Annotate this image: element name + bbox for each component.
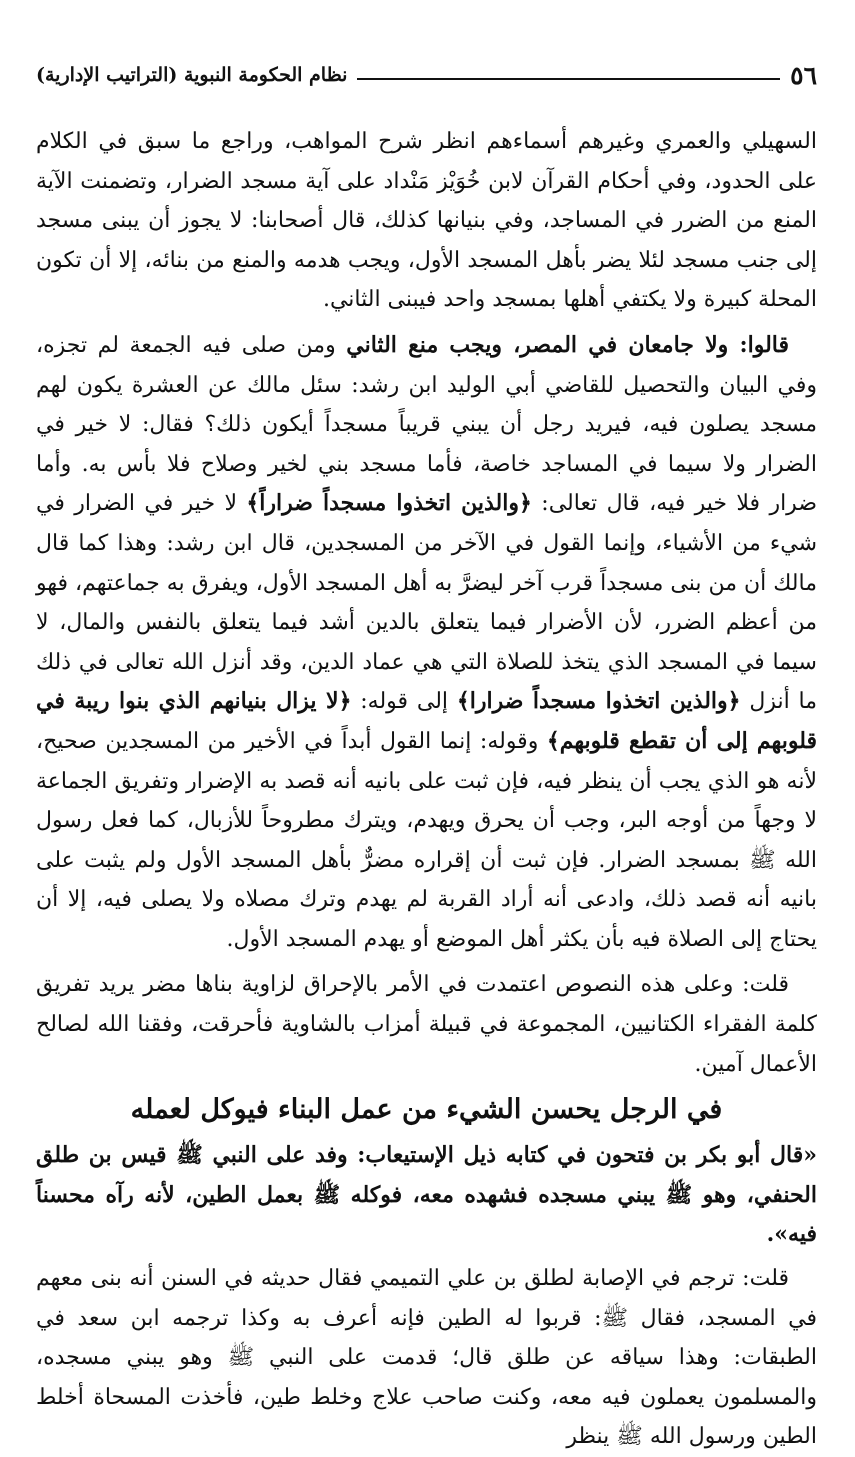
- page-number: ٥٦: [790, 60, 817, 90]
- paragraph-5: قلت: ترجم في الإصابة لطلق بن علي التميمي فقال حديثه في السنن أنه بنى معهم في المسجد، فقال ﷺ: قربوا له الطين فإنه أعرف به وكذا ترجمه ابن سعد في الطبقات: وهذا سياقه عن طلق قال؛ قدمت على النبي ﷺ وهو يبني مسجده، والمسلمون يعملون فيه معه، وكنت صاحب علاج وخلط طين، فأخذت المسحاة أخلط الطين ورسول الله ﷺ ينظر: [36, 1266, 817, 1450]
- paragraph-2-lead: قالوا: ولا جامعان في المصر، ويجب منع الثاني: [346, 331, 789, 358]
- paragraph-2: [36, 326, 817, 960]
- section-heading: في الرجل يحسن الشيء من عمل البناء فيوكل لعمله: [130, 1094, 723, 1126]
- header-rule: [357, 78, 780, 80]
- running-title: نظام الحكومة النبوية (التراتيب الإدارية): [36, 64, 348, 86]
- paragraph-4: [36, 1136, 817, 1255]
- paragraph-3: قلت: وعلى هذه النصوص اعتمدت في الأمر بالإحراق لزاوية بناها مضر يريد تفريق كلمة الفقراء الكتانيين، المجموعة في قبيلة أمزاب بالشاوية فأحرقت، وفقنا الله لصالح الأعمال آمين.: [36, 972, 817, 1077]
- quran-quote-1: ﴿والذين اتخذوا مسجداً ضراراً﴾: [246, 490, 532, 517]
- quran-quote-3: ﴿لا يزال بنيانهم الذي بنوا ريبة في قلوبهم إلى أن تقطع قلوبهم﴾: [36, 688, 817, 754]
- body-text: [36, 122, 817, 1457]
- quran-quote-2: ﴿والذين اتخذوا مسجداً ضرارا﴾: [456, 688, 741, 715]
- paragraph-4-quote: «قال أبو بكر بن فتحون في كتابه ذيل الإستيعاب: وفد على النبي ﷺ قيس بن طلق الحنفي، وهو ﷺ يبني مسجده فشهده معه، فوكله ﷺ بعمل الطين، لأنه رآه محسناً فيه».: [36, 1142, 817, 1248]
- running-header: [36, 58, 817, 92]
- paragraph-2-text-c: إلى قوله:: [351, 689, 457, 715]
- paragraph-2-text-a: ومن صلى فيه الجمعة لم تجزه، وفي البيان والتحصيل للقاضي أبي الوليد ابن رشد: سئل مالك عن العشرة يكون لهم مسجد يصلون فيه، فيريد رجل أن يبني قريباً مسجداً أيكون ذلك؟ فقال: لا خير في الضرار ولا سيما في المساجد خاصة، فأما مسجد بني لخير وصلاح فلا بأس به. وأما ضرار فلا خير فيه، قال تعالى:: [36, 332, 817, 517]
- paragraph-1: السهيلي والعمري وغيرهم أسماءهم انظر شرح المواهب، وراجع ما سبق في الكلام على الحدود، وفي أحكام القرآن لابن خُوَيْز مَنْداد على آية مسجد الضرار، وتضمنت الآية المنع من الضرر في المساجد، وفي بنيانها كذلك، قال أصحابنا: لا يجوز أن يبنى مسجد إلى جنب مسجد لئلا يضر بأهل المسجد الأول، ويجب هدمه والمنع من بنائه، إلا أن تكون المحلة كبيرة ولا يكتفي أهلها بمسجد واحد فيبنى الثاني.: [36, 129, 817, 313]
- paragraph-2-text-b: لا خير في الضرار في شيء من الأشياء، وإنما القول في الآخر من المسجدين، قال ابن رشد: وهذا كما قال مالك أن من بنى مسجداً قرب آخر ليضرَّ به أهل المسجد الأول، ويفرق به جماعتهم، فهو من أعظم الضرر، لأن الأضرار فيما يتعلق بالدين أشد فيما يتعلق بالنفس والمال، لا سيما في المسجد الذي يتخذ للصلاة التي هي عماد الدين، وقد أنزل الله تعالى في ذلك ما أنزل: [36, 491, 817, 715]
- paragraph-2-text-d: وقوله: إنما القول أبداً في الأخير من المسجدين صحيح، لأنه هو الذي يجب أن ينظر فيه، فإن ثبت على بانيه أنه قصد به الإضرار وتفريق الجماعة لا وجهاً من أوجه البر، وجب أن يحرق ويهدم، ويترك مطروحاً للأزبال، كما فعل رسول الله ﷺ بمسجد الضرار. فإن ثبت أن إقراره مضرٌّ بأهل المسجد الأول ولم يثبت على بانيه أنه قصد ذلك، وادعى أنه أراد القربة لم يهدم وترك مصلاه ولا يصلى فيه، إلا أن يحتاج إلى الصلاة فيه بأن يكثر أهل الموضع أو يهدم المسجد الأول.: [36, 728, 817, 952]
